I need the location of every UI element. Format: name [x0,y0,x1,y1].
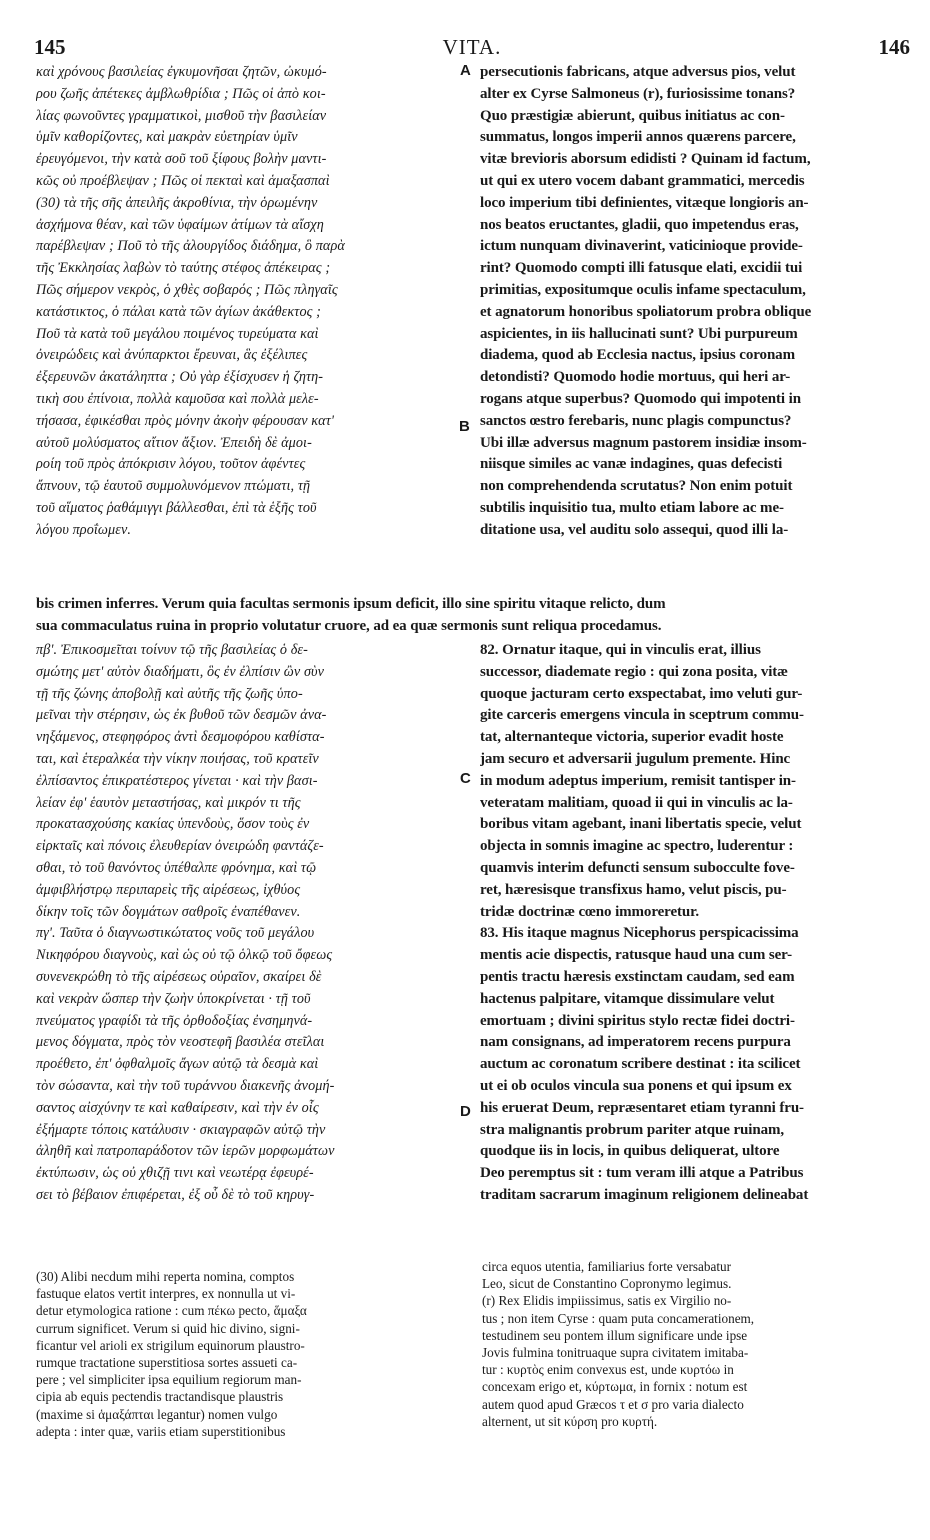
latin-text-line: tat, alternanteque victoria, superior evadit hoste [480,729,784,746]
footnote-line: (30) Alibi necdum mihi reperta nomina, comptos [36,1269,295,1284]
greek-text-line: μενος δόγματα, πρὸς τὸν νεοστεφῆ βασιλέα στεῖλαι [36,1034,325,1051]
latin-text-line: non comprehendenda scrutatus? Non enim potuit [480,478,793,495]
latin-text-line: alter ex Cyrse Salmoneus (r), furiosissime tonans? [480,85,796,102]
greek-text-line: προκατασχούσης κακίας ὑπενδοὺς, ὅσον τοὺς ἐν [36,816,310,833]
footnote-line: (maxime si ἁμαξάπται legantur) nomen vulgo [36,1406,278,1422]
greek-text-line: λίας φωνοῦντες γραμματικοὶ, μισθοῦ τὴν βασιλείαν [36,107,327,124]
greek-text-line: ἐξερευνῶν ἀκατάληπτα ; Οὐ γὰρ ἐξίσχυσεν ἡ ζητη- [36,369,324,386]
greek-text-line: ἀληθῆ καὶ πατροπαράδοτον τῶν ἱερῶν μορφωμάτων [36,1143,335,1160]
footnote-line: pere ; vel simpliciter ipsa equilium regiorum man- [36,1372,302,1388]
greek-text-line: ὀνειρώδεις καὶ ἀνύπαρκτοι ἔρευναι, ἃς ἐξέλιπες [36,347,308,364]
greek-column-upper [36,62,458,542]
latin-text-line: objecta in somnis imagine ac spectro, luderentur : [480,838,794,855]
latin-text-line: Ubi illæ adversus magnum pastorem insidiæ insom- [480,434,807,451]
footnote-line: detur etymologica ratione : cum πέκω pecto, ἅμαξα [36,1303,307,1319]
greek-text-line: κῶς οὐ προέβλεψαν ; Πῶς οἱ πεκταὶ καὶ ἁμαξασπαὶ [36,172,330,189]
latin-text-line: quamvis interim defuncti sensum subocculte fove- [480,859,795,876]
latin-text-line: quoque jacturam certo exspectabat, imo veluti gur- [480,685,803,702]
greek-text-line: τήσασα, ἐφικέσθαι πρὸς μόνην ἀκοὴν φέρουσαν κατ' [36,412,335,429]
greek-text-line: ἀσχήμονα θέαν, καὶ τῶν ὑφαίμων ἀτίμων τὰ αἴσχη [36,216,324,233]
greek-text-line: τῆς Ἐκκλησίας λαβὼν τὸ ταύτης στέφος ἀπέκειρας ; [36,260,331,277]
greek-text-line: κατάστικτος, ὁ πάλαι κατὰ τῶν ἁγίων ἀκάθεκτος ; [36,303,321,320]
latin-text-line: Deo peremptus sit : tum veram illi atque a Patribus [480,1165,804,1182]
latin-text-line: vitæ brevioris aborsum edidisti ? Quinam id factum, [480,151,811,168]
latin-text-line: 83. His itaque magnus Nicephorus perspicacissima [480,925,799,942]
footnotes-left [36,1268,466,1440]
footnote-line: fastuque elatos vertit interpres, ex nonnulla ut vi- [36,1286,296,1302]
greek-text-line: (30) τὰ τῆς σῆς ἀπειλῆς ἀκροθίνια, τὴν ὁρωμένην [36,194,318,211]
footnote-line: autem quod apud Græcos τ et σ pro varia dialecto [482,1396,744,1412]
greek-text-line: μεῖναι τὴν στέρησιν, ὡς ἐκ βυθοῦ τῶν δεσμῶν ἀνα- [36,707,327,724]
greek-text-line: ται, καὶ ἑτεραλκέα τὴν νίκην ποιήσας, τοῦ κρατεῖν [36,750,319,767]
latin-text-line: aspicientes, in iis hallucinati sunt? Ubi purpureum [480,325,798,342]
greek-text-line: σμώτης μετ' αὐτὸν διαδήματι, ὃς ἐν ἐλπίσιν ὢν σὺν [36,663,325,680]
running-title: VITA. [442,35,502,59]
latin-text-line: diadema, quod ab Ecclesia nactus, ipsius coronam [480,347,795,364]
latin-text-line: hactenus palpitare, vitamque dissimulare velut [480,990,775,1007]
greek-text-line: πγ'. Ταῦτα ὁ διαγνωστικώτατος νοῦς τοῦ μεγάλου [36,925,315,942]
greek-text-line: ροίη τοῦ πρὸς ἀπόκρισιν λόγου, τοῦτον ἀφέντες [36,456,306,473]
greek-text-line: λόγου προΐωμεν. [36,521,132,538]
footnotes-right [482,1258,900,1430]
latin-text-line: nos beatos eructantes, gladii, quo impetendus eras, [480,216,799,233]
page-number-right: 146 [878,35,910,59]
greek-text-line: ἐξήμαρτε τόποις κατάλυσιν · σκιαγραφῶν αὐτῷ τὴν [36,1121,326,1138]
greek-text-line: τοῦ αἵματος ῥαθάμιγγι βάλλεσθαι, ἐπὶ τὰ ἑξῆς τοῦ [36,499,317,516]
latin-text-line: ret, hæresisque transfixus hamo, velut piscis, pu- [480,881,787,898]
latin-text-line: niisque similes ac vanæ indagines, quas defecisti [480,456,783,473]
greek-text-line: τῇ τῆς ζώνης ἀποβολῇ καὶ αὐτῆς τῆς ζωῆς ὑπο- [36,685,303,702]
latin-text-line: et agnatorum honoribus spoliatorum probra oblique [480,303,812,320]
footnote-line: testudinem seu pontem illum significare unde ipse [482,1327,748,1343]
footnote-line: currum significet. Verum si quid hic divino, signi- [36,1320,300,1336]
latin-text-line: emortuam ; divini spiritus stylo rectæ fidei doctri- [480,1012,795,1029]
latin-column-lower [480,640,900,1207]
latin-text-line: persecutionis fabricans, atque adversus pios, velut [480,64,796,80]
latin-text-line: rogans atque superbus? Quomodo qui impotenti in [480,390,801,407]
latin-text-line: gite carceris emergens vincula in sceptrum commu- [480,707,804,724]
latin-text-line: quodque iis in locis, in quibus deliquerat, ultore [480,1143,780,1160]
footnote-line: concexam erigo et, κύρτωμα, in fornix : notum est [482,1379,748,1395]
latin-text-line: jam securo et adversarii jugulum premente. Hinc [480,750,791,767]
section-marker-d: D [460,1103,471,1120]
latin-text-line: sanctos œstro ferebaris, nunc plagis compunctus? [480,412,792,429]
latin-text-line: bis crimen inferres. Verum quia facultas sermonis ipsum deficit, illo sine spiritu vitaque relicto, dum [36,596,666,612]
greek-text-line: ἐλπίσαντος ἐπικρατέστερος γίνεται · καὶ τὴν βασι- [36,772,318,789]
latin-text-line: boribus vitam agebant, inani libertatis specie, velut [480,816,802,833]
greek-text-line: ἐκτύπωσιν, ὡς οὐ χθιζῇ τινι καὶ νεωτέρᾳ ἐφευρέ- [36,1165,314,1182]
greek-text-line: συνενεκρώθη τὸ τῆς αἱρέσεως οὐραῖον, σκαίρει δὲ [36,968,322,985]
section-marker-a: A [460,62,471,79]
greek-text-line: τὸν σώσαντα, καὶ τὴν τοῦ τυράννου διακενῆς ἀνομή- [36,1077,335,1094]
greek-text-line: πβ'. Ἐπικοσμεῖται τοίνυν τῷ τῆς βασιλείας ὁ δε- [36,642,308,658]
footnote-line: alternent, ut sit κύρση pro κυρτή. [482,1413,658,1429]
footnote-line: tur : κυρτὸς enim convexus est, unde κυρτόω in [482,1362,734,1378]
greek-text-line: Νικηφόρου διαγνοὺς, καὶ ὡς οὐ τῷ ὁλκῷ τοῦ ὄφεως [36,947,333,964]
latin-text-line: auctum ac coronatum scribere destinat : ita scilicet [480,1056,801,1073]
greek-text-line: ἐρευγόμενοι, τὴν κατὰ σοῦ τοῦ ξίφους βολὴν μαντι- [36,151,327,168]
greek-text-line: παρέβλεψαν ; Ποῦ τὸ τῆς ἀλουργίδος διάδημα, ὃ παρὰ [36,238,345,255]
latin-text-line: detondisti? Quomodo hodie mortuus, qui heri ar- [480,369,791,386]
footnote-line: (r) Rex Elidis impiissimus, satis ex Virgilio no- [482,1293,732,1309]
latin-text-line: successor, diademate regio : qui zona posita, vitæ [480,663,788,680]
latin-text-line: mentis acie dispectis, ratusque haud una cum ser- [480,947,793,964]
greek-text-line: σθαι, τὸ τοῦ θανόντος ὑπέθαλπε φρόνημα, καὶ τῷ [36,859,317,876]
latin-text-line: summatus, longos imperii annos quærens parcere, [480,129,796,146]
footnote-line: ficantur vel arioli ex strigilum equinorum plaustro- [36,1337,305,1353]
footnote-line: cipia ab equis pectendis tractandisque plaustris [36,1389,284,1405]
footnote-line: circa equos utentia, familiarius forte versabatur [482,1259,731,1274]
footnote-line: Jovis fulmina tonitruaque supra civitatem imitaba- [482,1345,749,1361]
latin-text-line: sua commaculatus ruina in proprio volutatur cruore, ad ea quæ sermonis sunt reliqua procedamus. [36,617,662,634]
latin-text-line: ut qui ex utero vocem dabant grammatici, mercedis [480,172,805,189]
latin-text-line: 82. Ornatur itaque, qui in vinculis erat, illius [480,642,761,658]
greek-text-line: ἄπνουν, τῷ ἑαυτοῦ συμμολυνόμενον πτώματι, τῇ [36,478,311,495]
latin-text-line: in modum adeptus imperium, remisit tantisper in- [480,772,796,789]
latin-text-line: stra malignantis probrum pariter atque ruinam, [480,1121,785,1138]
greek-text-line: εἱρκταῖς καὶ πόνοις ἐλευθερίαν ὀνειρώδη φαντάζε- [36,838,324,855]
running-head [34,34,910,64]
greek-text-line: προέθετο, ἐπ' ὀφθαλμοῖς ἄγων αὐτῷ τὰ δεσμὰ καὶ [36,1056,319,1073]
latin-full-width-continuation [36,594,900,638]
footnote-line: tus ; non item Cyrse : quam puta concamerationem, [482,1310,755,1326]
latin-text-line: pentis tractu hæresis exstinctam caudam, sed eam [480,968,795,985]
latin-text-line: tridæ doctrinæ cœno immoreretur. [480,903,699,920]
greek-text-line: τικὴ σου ἐπίνοια, πολλὰ καμοῦσα καὶ πολλὰ μελε- [36,390,319,407]
greek-text-line: σαντος αἰσχύνην τε καὶ καθαίρεσιν, καὶ τὴν ἐν οἷς [36,1099,319,1116]
latin-text-line: nam consignans, ad imperatorem recens purpura [480,1034,791,1051]
latin-text-line: his eruerat Deum, repræsentaret etiam tyranni fru- [480,1099,804,1116]
footnote-line: adepta : inter quæ, variis etiam superstitionibus [36,1423,286,1439]
greek-text-line: ρου ζωῆς ἀπέτεκες ἀμβλωθρίδια ; Πῶς οἱ ἀπὸ κοι- [36,85,326,102]
latin-column-upper [480,62,900,542]
greek-text-line: ἀμφιβλήστρῳ περιπαρεὶς τῆς αἱρέσεως, ἰχθύος [36,881,301,898]
latin-text-line: subtilis inquisitio tua, multo etiam labore ac me- [480,499,784,516]
latin-text-line: primitias, expositumque oculis infame spectaculum, [480,281,806,298]
latin-text-line: veteratam malitiam, quoad ii qui in vinculis ac la- [480,794,793,811]
latin-text-line: ictum nunquam divinaverint, vaticinioque provide- [480,238,803,255]
latin-text-line: traditam sacrarum imaginum religionem delineabat [480,1186,809,1203]
greek-text-line: σει τὸ βέβαιον ἐπιφέρεται, ἐξ οὗ δὲ τὸ τοῦ κηρυγ- [36,1186,315,1203]
latin-text-line: rint? Quomodo compti illi fatusque elati, excidii tui [480,260,803,277]
greek-text-line: νηξάμενος, στεφηφόρος ἀντὶ δεσμοφόρου καθίστα- [36,729,325,746]
footnote-line: Leo, sicut de Constantino Copronymo legimus. [482,1276,732,1292]
greek-text-line: αὐτοῦ μολύσματος αἴτιον ἄξιον. Ἐπειδὴ δὲ ἀμοι- [36,434,312,451]
greek-text-line: Ποῦ τὰ κατὰ τοῦ μεγάλου ποιμένος τυρεύματα καὶ [36,325,319,342]
latin-text-line: Quo præstigiæ abierunt, quibus initiatus ac con- [480,107,785,124]
greek-text-line: λείαν ἐφ' ἑαυτὸν μεταστήσας, καὶ μικρόν τι τῆς [36,794,301,811]
greek-text-line: δίκην τοῖς τῶν δογμάτων σαθροῖς ἐναπέθανεν. [36,903,301,920]
greek-text-line: καὶ νεκρὰν ὥσπερ τὴν ζωὴν ὑποκρίνεται · τῇ τοῦ [36,990,311,1007]
page-number-left: 145 [34,35,66,59]
greek-text-line: καὶ χρόνους βασιλείας ἐγκυμονῆσαι ζητῶν, ὠκυμό- [36,64,327,80]
greek-column-lower [36,640,458,1207]
latin-text-line: ditatione usa, vel auditu solo assequi, quod illi la- [480,521,789,538]
footnote-line: rumque tractatione superstitiosa sortes assueti ca- [36,1355,298,1371]
greek-text-line: ὑμῖν καθορίζοντες, καὶ μακρὰν εὐετηρίαν ὑμῖν [36,129,298,146]
greek-text-line: πνεύματος γραφίδι τὰ τῆς ὀρθοδοξίας ἐνσημηνά- [36,1012,313,1029]
section-marker-b: B [459,418,470,435]
latin-text-line: ut ei ob oculos vincula sua ponens et qui ipsum ex [480,1077,792,1094]
greek-text-line: Πῶς σήμερον νεκρὸς, ὁ χθὲς σοβαρός ; Πῶς πληγαῖς [36,281,338,298]
latin-text-line: loco imperium tibi definientes, vitæque longioris an- [480,194,809,211]
section-marker-c: C [460,770,471,787]
